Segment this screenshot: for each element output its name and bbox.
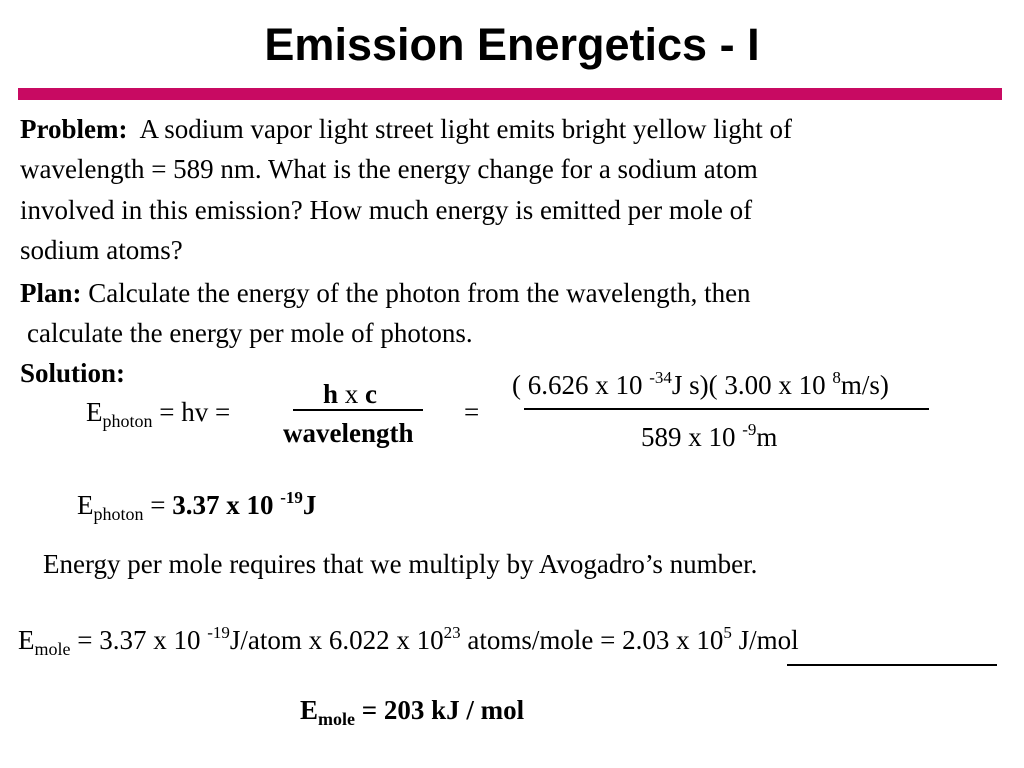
solution-label: Solution: bbox=[20, 358, 126, 388]
fraction-line-substitution bbox=[524, 408, 929, 410]
slide-title: Emission Energetics - I bbox=[264, 19, 760, 70]
problem-line-4: sodium atoms? bbox=[20, 235, 183, 265]
problem-line-1 bbox=[20, 109, 792, 149]
plan-line-2: calculate the energy per mole of photons. bbox=[27, 318, 473, 348]
problem-line-3: involved in this emission? How much energy is emitted per mole of bbox=[20, 195, 753, 225]
avogadro-note: Energy per mole requires that we multiply by Avogadro’s number. bbox=[43, 549, 758, 579]
result-underline bbox=[787, 664, 997, 666]
molar-energy-calculation: $E_{mole} = 3.37$ x 10 $^{-19}$J/atom x 6.022 x $10^{23}$ atoms/mole = 2.03 x $10^5$ J/mol bbox=[18, 623, 799, 659]
problem-label: Problem: bbox=[20, 114, 128, 144]
photon-energy-formula: $E_{photon}$ = hv = bbox=[86, 397, 231, 431]
substitution-denominator: 589 x 10 $^{-9}$m bbox=[641, 420, 778, 452]
photon-energy-result: $E_{photon} = 3.37$ x 10 $^{-19}$J bbox=[77, 488, 317, 524]
final-answer: $E_{mole} = 203$ kJ / mol bbox=[300, 695, 525, 729]
fraction-denominator-wavelength: wavelength bbox=[283, 418, 414, 448]
plan-label: Plan: bbox=[20, 278, 82, 308]
equals-sign: = bbox=[464, 397, 480, 427]
fraction-line-hc bbox=[293, 409, 423, 411]
plan-text-1: Calculate the energy of the photon from the wavelength, then bbox=[88, 278, 751, 308]
plan-line-1 bbox=[20, 273, 751, 313]
problem-text-1: A sodium vapor light street light emits bright yellow light of bbox=[139, 114, 792, 144]
fraction-numerator-hc: h x c bbox=[323, 379, 378, 409]
problem-line-2: wavelength = 589 nm. What is the energy change for a sodium atom bbox=[20, 154, 758, 184]
title-divider-bar bbox=[18, 88, 1002, 100]
substitution-numerator: ( 6.626 x 10 $^{-34}$J s)( 3.00 x 10 $^8$m/s) bbox=[512, 368, 889, 400]
